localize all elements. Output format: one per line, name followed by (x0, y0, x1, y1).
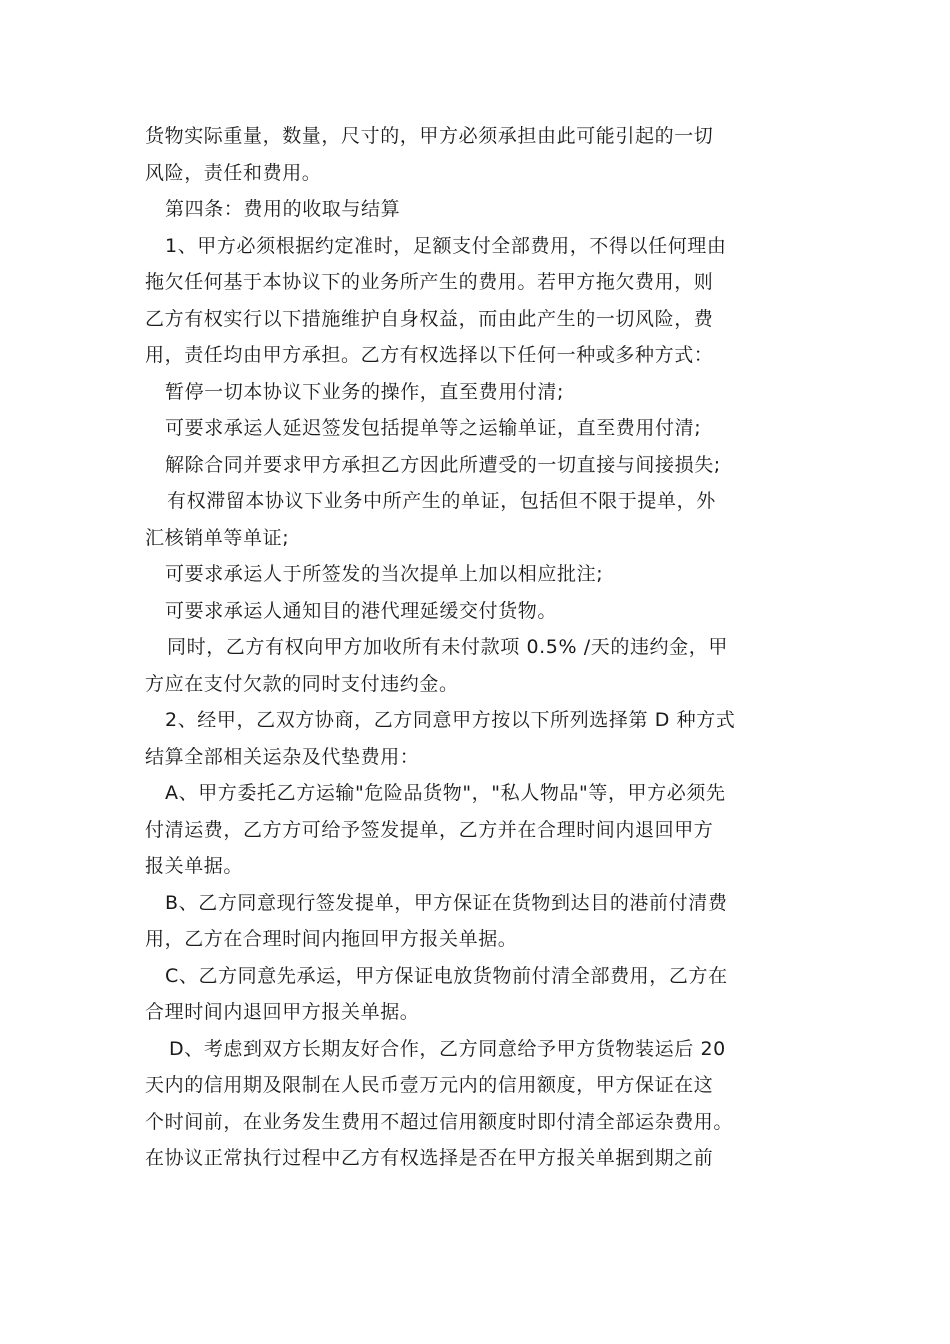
text-line: 用，责任均由甲方承担。乙方有权选择以下任何一种或多种方式： (145, 344, 714, 366)
text-line: 2、经甲，乙双方协商，乙方同意甲方按以下所列选择第 D 种方式 (165, 709, 736, 731)
text-line: 用，乙方在合理时间内拖回甲方报关单据。 (145, 928, 518, 950)
text-line: 货物实际重量，数量，尺寸的，甲方必须承担由此可能引起的一切 (145, 125, 714, 147)
text-line: 拖欠任何基于本协议下的业务所产生的费用。若甲方拖欠费用，则 (145, 271, 714, 293)
text-line: 解除合同并要求甲方承担乙方因此所遭受的一切直接与间接损失; (165, 453, 721, 476)
text-line: 在协议正常执行过程中乙方有权选择是否在甲方报关单据到期之前 (145, 1147, 714, 1169)
text-line: 付清运费，乙方方可给予签发提单，乙方并在合理时间内退回甲方 (145, 818, 714, 841)
text-line: 个时间前，在业务发生费用不超过信用额度时即付清全部运杂费用。 (145, 1110, 734, 1133)
text-line: 同时，乙方有权向甲方加收所有未付款项 0.5% /天的违约金，甲 (167, 636, 728, 658)
text-line: 暂停一切本协议下业务的操作，直至费用付清; (165, 380, 565, 403)
text-line: 结算全部相关运杂及代垫费用： (145, 745, 420, 768)
text-line: 报关单据。 (145, 855, 244, 877)
text-line: 汇核销单等单证; (145, 526, 290, 549)
text-line: 有权滞留本协议下业务中所产生的单证，包括但不限于提单，外 (167, 490, 716, 512)
text-line: D、考虑到双方长期友好合作，乙方同意给予甲方货物装运后 20 (169, 1037, 726, 1060)
text-line: A、甲方委托乙方运输"危险品货物"，"私人物品"等，甲方必须先 (165, 782, 726, 804)
text-line: 可要求承运人延迟签发包括提单等之运输单证，直至费用付清; (165, 417, 702, 439)
text-line: 风险，责任和费用。 (145, 161, 322, 184)
text-line: 天内的信用期及限制在人民币壹万元内的信用额度，甲方保证在这 (145, 1074, 714, 1096)
text-line: 可要求承运人通知目的港代理延缓交付货物。 (165, 599, 558, 622)
text-line: 可要求承运人于所签发的当次提单上加以相应批注; (165, 563, 604, 585)
document-body (145, 118, 810, 1177)
text-line: C、乙方同意先承运，甲方保证电放货物前付清全部费用，乙方在 (165, 964, 728, 987)
text-line: 乙方有权实行以下措施维护自身权益，而由此产生的一切风险，费 (145, 307, 714, 330)
text-line: 方应在支付欠款的同时支付违约金。 (145, 672, 459, 695)
text-line: B、乙方同意现行签发提单，甲方保证在货物到达目的港前付清费 (165, 891, 728, 914)
text-line: 合理时间内退回甲方报关单据。 (145, 1001, 420, 1023)
text-line: 1、甲方必须根据约定准时，足额支付全部费用，不得以任何理由 (165, 234, 727, 257)
section-heading: 第四条：费用的收取与结算 (165, 198, 401, 220)
